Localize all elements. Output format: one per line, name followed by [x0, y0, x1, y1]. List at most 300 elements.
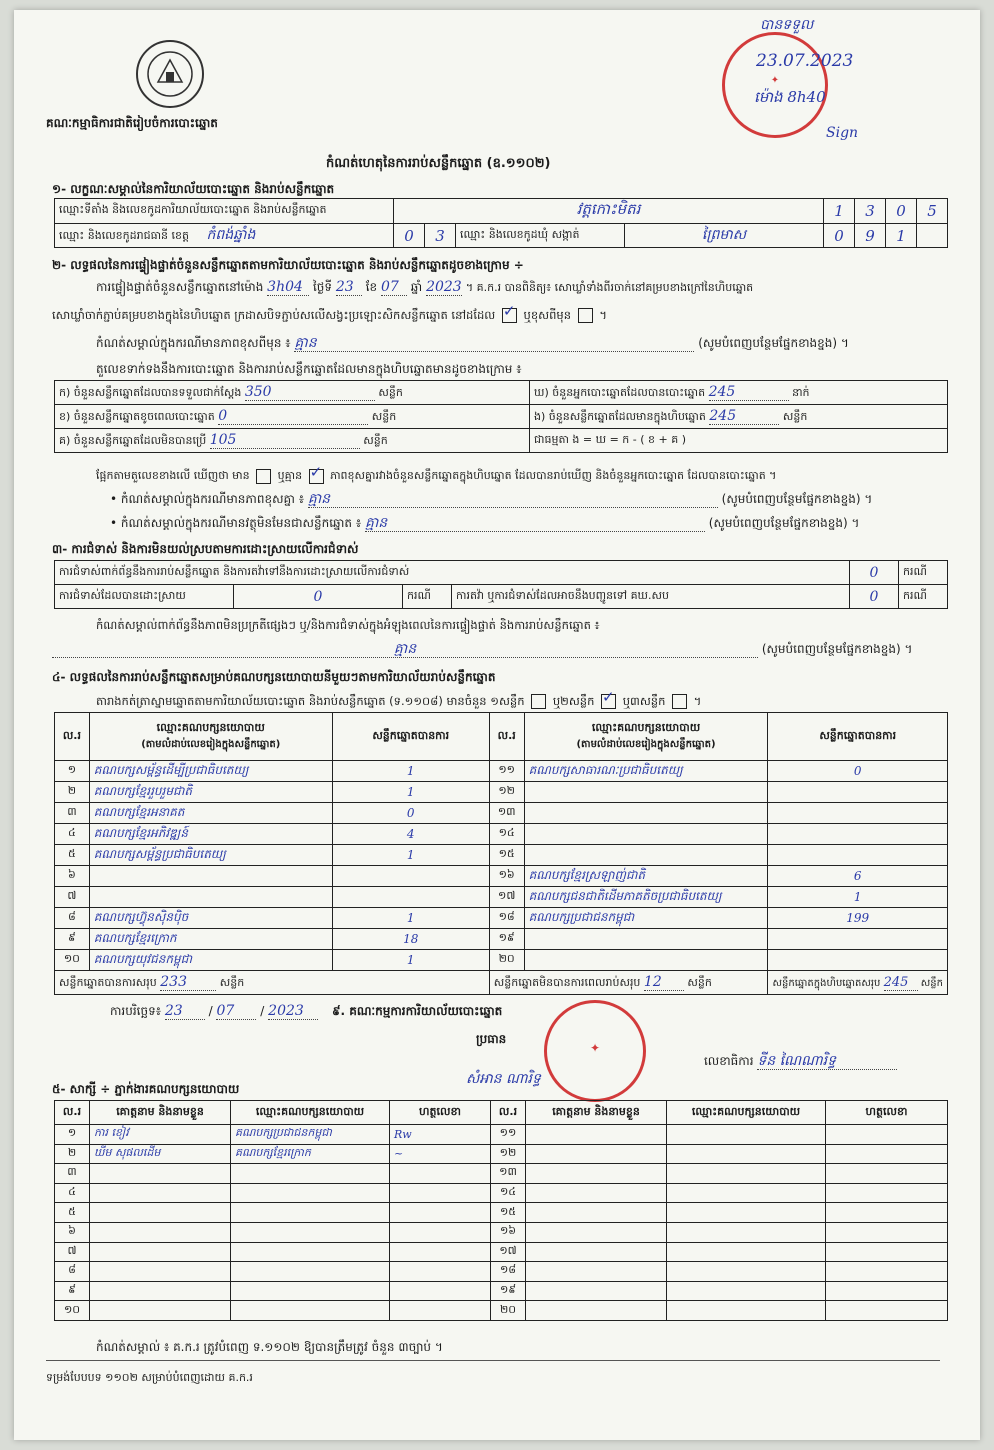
- results-col-party-left: [89, 713, 332, 761]
- witness-name: [526, 1242, 667, 1262]
- result-party: គណបក្សហ៊្វុនស៊ិនប៉ិច: [89, 908, 332, 929]
- witness-signature: [826, 1144, 948, 1164]
- witness-party: [231, 1183, 390, 1203]
- total-valid-unit: សន្លឹក: [219, 975, 245, 989]
- witness-name: [90, 1301, 231, 1321]
- row-k-label: ក) ចំនួនសន្លឹកឆ្នោតដែលបានទទួលជាក់ស្តែង: [59, 385, 242, 399]
- row-ng: [530, 405, 948, 429]
- verify-text-e: ។ គ.ក.រ បានពិនិត្យ៖ សោឃ្លាំទាំងពីរចាក់នៅគម្របខាងក្រៅនៃហិបឆ្នោត: [465, 281, 754, 294]
- result-no: ១៨: [489, 908, 524, 929]
- witness-party: [667, 1281, 826, 1301]
- office-code-1: 1: [824, 199, 855, 224]
- result-party: គណបក្សជនជាតិដើមភាគតិចប្រជាធិបតេយ្យ: [524, 887, 768, 908]
- row-g-label: គ) ចំនួនសន្លឹកឆ្នោតដែលមិនបានប្រើ: [59, 433, 207, 447]
- verify-text-b: ថ្ងៃទី: [313, 280, 333, 294]
- irregularity-note: [52, 642, 912, 658]
- total-invalid-value: 12: [644, 974, 684, 991]
- witness-name: [90, 1262, 231, 1282]
- verify-text-a: ការផ្ទៀងផ្ទាត់ចំនួនសន្លឹកឆ្នោតនៅម៉ោង: [96, 280, 264, 294]
- table-row: [55, 1301, 948, 1321]
- result-no: ២០: [489, 950, 524, 971]
- secretary-label: លេខាធិការ: [704, 1054, 754, 1068]
- table-row: [55, 929, 948, 950]
- row-g-unit: សន្លឹក: [363, 433, 388, 447]
- witness-no: ២០: [491, 1301, 526, 1321]
- total-valid-value: 233: [160, 974, 216, 991]
- objection-row-2-value: 0: [234, 585, 403, 609]
- verify-line-2-text: សោឃ្លាំចាក់ភ្ជាប់គម្របខាងក្នុងនៃហិបឆ្នោត ក្រដាសបិទភ្ជាប់សលើសង្វះប្រឡោះសិកសន្លឹកឆ្នោត នៅដដែល: [52, 308, 496, 322]
- table-row: [55, 1183, 948, 1203]
- witness-no: ២: [55, 1144, 90, 1164]
- objection-row-2b-value: 0: [850, 585, 899, 609]
- result-votes: [332, 866, 489, 887]
- bullet-note-1: [110, 492, 872, 508]
- total-box-value: 245: [884, 975, 918, 991]
- result-no: ១០: [55, 950, 90, 971]
- result-party: [89, 866, 332, 887]
- witness-no: ៨: [55, 1262, 90, 1282]
- bullet-note-1-label: • កំណត់សម្គាល់ក្នុងករណីមានភាពខុសគ្នា ៖: [110, 492, 305, 506]
- witness-no: ១៦: [491, 1222, 526, 1242]
- witness-no: ១៥: [491, 1203, 526, 1223]
- result-party: គណបក្សខ្មែររួបរួមជាតិ: [89, 782, 332, 803]
- witness-signature: [390, 1183, 491, 1203]
- discrepancy-text-c: ភាពខុសគ្នារវាងចំនួនសន្លឹកឆ្នោតក្នុងហិបឆ្នោត ដែលបានរាប់ឃើញ និងចំនួនអ្នកបោះឆ្នោត ដែលបានបោះឆ្នោត ។: [330, 469, 777, 482]
- witness-signature: Rw: [390, 1125, 491, 1145]
- attachment-1-checkbox[interactable]: [531, 694, 546, 709]
- bullet-note-2: [110, 516, 859, 532]
- bullet-note-2-value: គ្មាន: [365, 516, 705, 532]
- result-party: [524, 824, 768, 845]
- row-k-value: 350: [245, 384, 375, 401]
- row-kh-value: 0: [218, 408, 368, 425]
- chair-name: សំអាន ណារិទ្ធ: [466, 1071, 541, 1087]
- witness-no: ១៩: [491, 1281, 526, 1301]
- result-party: គណបក្សខ្មែរស្រឡាញ់ជាតិ: [524, 866, 768, 887]
- district-code-1: 0: [394, 224, 425, 248]
- result-party: គណបក្សសាធារណៈប្រជាធិបតេយ្យ: [524, 761, 768, 782]
- office-identity-table: [54, 198, 948, 248]
- commune-code-2: 9: [855, 224, 886, 248]
- form-footer: ទម្រង់បែបបទ ១១០២ សម្រាប់បំពេញដោយ គ.ក.រ: [46, 1371, 253, 1384]
- table-row: [55, 1125, 948, 1145]
- total-invalid-label: សន្លឹកឆ្នោតមិនបានការពេលរាប់សរុប: [493, 975, 641, 989]
- party-results-table: [54, 712, 948, 995]
- result-votes: 1: [332, 845, 489, 866]
- irregularity-note-hint: (សូមបំពេញបន្ថែមផ្នែកខាងខ្នង) ។: [761, 642, 913, 656]
- result-votes: 0: [332, 803, 489, 824]
- total-valid: [55, 971, 490, 995]
- commune-code-1: 0: [824, 224, 855, 248]
- witness-col-party-right: ឈ្មោះគណបក្សនយោបាយ: [667, 1101, 826, 1125]
- result-votes: 1: [332, 950, 489, 971]
- objection-table: [54, 560, 948, 609]
- witness-party: [667, 1144, 826, 1164]
- witness-no: ១: [55, 1125, 90, 1145]
- witness-signature: [826, 1125, 948, 1145]
- commune-name: ព្រៃមាស: [625, 224, 824, 248]
- made-month: 07: [216, 1004, 256, 1020]
- witness-party: [231, 1222, 390, 1242]
- discrepancy-text-a: ផ្អែកតាមតួលេខខាងលើ ឃើញថា មាន: [96, 469, 250, 482]
- result-no: ១៣: [489, 803, 524, 824]
- witness-party: [667, 1203, 826, 1223]
- summary-intro: តួលេខទាក់ទងនឹងការបោះឆ្នោត និងការរាប់សន្លឹកឆ្នោតដែលមានក្នុងហិបឆ្នោតមានដូចខាងក្រោម ៖: [96, 362, 522, 376]
- results-col-no-right: ល.រ: [489, 713, 524, 761]
- witness-party: [231, 1203, 390, 1223]
- made-on-line: ការបរិច្ឆេទ៖ 23 / 07 / 2023 ៩. គណៈកម្មការការិយាល័យបោះឆ្នោត: [110, 1003, 503, 1019]
- attachment-text-a: តារាងកត់ត្រាស្នាមឆ្នោតតាមការិយាល័យបោះឆ្នោត និងរាប់សន្លឹកឆ្នោត (ទ.១១០៨) មានចំនួន ១សន្លឹក: [96, 694, 525, 708]
- row-gh-unit: នាក់: [792, 385, 810, 399]
- witness-party: គណបក្សប្រជាជនកម្ពុជា: [231, 1125, 390, 1145]
- result-no: ៤: [55, 824, 90, 845]
- witness-party: [667, 1222, 826, 1242]
- district-code-2: 3: [425, 224, 456, 248]
- total-invalid: [489, 971, 768, 995]
- result-votes: 0: [768, 761, 948, 782]
- form-title: កំណត់ហេតុនៃការរាប់សន្លឹកឆ្នោត (ឧ.១១០២): [326, 156, 551, 171]
- table-row: [55, 1242, 948, 1262]
- emblem-icon: [138, 42, 202, 106]
- attachment-text-c: ឬ៣សន្លឹក: [622, 694, 666, 708]
- witness-signature: [390, 1164, 491, 1184]
- witness-name: [526, 1222, 667, 1242]
- result-no: ១៤: [489, 824, 524, 845]
- result-no: ១: [55, 761, 90, 782]
- row-kh-label: ខ) ចំនួនសន្លឹកឆ្នោតខូចពេលបោះឆ្នោត: [59, 409, 215, 423]
- objection-row-1-unit: ករណី: [899, 561, 948, 585]
- results-col-votes-left: សន្លឹកឆ្នោតបានការ: [332, 713, 489, 761]
- result-votes: [768, 845, 948, 866]
- witness-signature: [390, 1203, 491, 1223]
- discrepancy-no-checkbox[interactable]: [309, 469, 324, 484]
- result-party: គណបក្សយុវជនកម្ពុជា: [89, 950, 332, 971]
- total-box: [768, 971, 948, 995]
- table-row: [55, 824, 948, 845]
- result-party: [89, 887, 332, 908]
- row-gh-value: 245: [709, 384, 789, 401]
- witness-party: [667, 1125, 826, 1145]
- section3-title: ៣- ការជំទាស់ និងការមិនយល់ស្របតាមការដោះស្រាយលើការជំទាស់: [52, 542, 359, 556]
- bullet-note-1-value: គ្មាន: [308, 492, 718, 508]
- attachment-line: [96, 694, 701, 709]
- result-votes: [768, 803, 948, 824]
- witness-party: [667, 1301, 826, 1321]
- result-no: ៥: [55, 845, 90, 866]
- results-col-no-left: ល.រ: [55, 713, 90, 761]
- witness-party: គណបក្សខ្មែរក្រោក: [231, 1144, 390, 1164]
- witness-signature: [826, 1262, 948, 1282]
- verify-line-1: [96, 280, 753, 296]
- table-row: [55, 1262, 948, 1282]
- witness-name: [526, 1262, 667, 1282]
- result-party: [524, 782, 768, 803]
- result-no: ១៦: [489, 866, 524, 887]
- row-g-value: 105: [210, 432, 360, 449]
- witness-signature: [826, 1183, 948, 1203]
- result-votes: [332, 887, 489, 908]
- result-votes: 1: [768, 887, 948, 908]
- result-party: គណបក្សសម្ព័ន្ធប្រជាធិបតេយ្យ: [89, 845, 332, 866]
- witness-signature: [390, 1222, 491, 1242]
- form-sheet: [14, 10, 980, 1440]
- witness-name: ការ ខៀវ: [90, 1125, 231, 1145]
- bullet-note-2-label: • កំណត់សម្គាល់ក្នុងករណីមានវត្ថុមិនមែនជាសន្លឹកឆ្នោត ៖: [110, 516, 362, 530]
- section2-title: ២- លទ្ធផលនៃការផ្ទៀងផ្ទាត់ចំនួនសន្លឹកឆ្នោតតាមការិយាល័យបោះឆ្នោត និងរាប់សន្លឹកឆ្នោតដូចខាងក្រោម ÷: [52, 258, 524, 272]
- result-party: [524, 950, 768, 971]
- witness-signature: [390, 1301, 491, 1321]
- received-time: ម៉ោង 8h40: [754, 88, 826, 106]
- witness-signature: ~: [390, 1144, 491, 1164]
- table-row: [55, 1281, 948, 1301]
- received-date: 23.07.2023: [756, 51, 854, 71]
- verify-text-d: ឆ្នាំ: [410, 280, 423, 294]
- result-no: ១៧: [489, 887, 524, 908]
- committee-stamp: [544, 1000, 646, 1102]
- witness-signature: [390, 1281, 491, 1301]
- result-no: ២: [55, 782, 90, 803]
- footer-divider: [46, 1360, 940, 1361]
- results-col-party-left-sub: (តាមលំដាប់លេខរៀងក្នុងសន្លឹកឆ្នោត): [141, 739, 281, 750]
- objection-row-2b-label: ការតវ៉ា ឬការជំទាស់ដែលអាចនឹងបញ្ជូនទៅ គឃ.សប: [452, 585, 850, 609]
- witness-party: [231, 1164, 390, 1184]
- witness-no: ១១: [491, 1125, 526, 1145]
- office-name: វត្តកោះមិតរ: [394, 199, 824, 224]
- table-row: [55, 1222, 948, 1242]
- witness-signature: [826, 1164, 948, 1184]
- result-party: [524, 929, 768, 950]
- verify-line-2-end: ។: [599, 308, 607, 322]
- result-party: គណបក្សខ្មែរក្រោក: [89, 929, 332, 950]
- witness-party: [231, 1281, 390, 1301]
- formula: ជាធម្មតា ង = ឃ = ក - ( ខ + គ ): [530, 429, 948, 453]
- witness-party: [667, 1164, 826, 1184]
- office-code-3: 0: [886, 199, 917, 224]
- witness-no: ១២: [491, 1144, 526, 1164]
- attachment-2-checkbox[interactable]: [601, 694, 616, 709]
- verify-line-2: [52, 308, 607, 323]
- objection-row-2-unit: ករណី: [403, 585, 452, 609]
- witness-name: [526, 1281, 667, 1301]
- office-code-2: 3: [855, 199, 886, 224]
- table-row: [55, 866, 948, 887]
- attachment-text-d: ។: [693, 694, 702, 708]
- result-party: [524, 803, 768, 824]
- result-votes: [768, 929, 948, 950]
- result-no: ៩: [55, 929, 90, 950]
- witness-signature: [826, 1242, 948, 1262]
- table-row: [55, 782, 948, 803]
- witness-name: [526, 1183, 667, 1203]
- discrepancy-yes-checkbox[interactable]: [256, 469, 271, 484]
- witness-no: ៣: [55, 1164, 90, 1184]
- received-stamp: [722, 32, 828, 138]
- verify-time: 3h04: [267, 280, 309, 296]
- section4-title: ៤- លទ្ធផលនៃការរាប់សន្លឹកឆ្នោតសម្រាប់គណបក្សនយោបាយនីមួយៗតាមការិយាល័យរាប់សន្លឹកឆ្នោត: [52, 670, 496, 684]
- attachment-text-b: ឬ២សន្លឹក: [552, 694, 595, 708]
- section5-title: ៥- សាក្សី ÷ ភ្នាក់ងារគណបក្សនយោបាយ: [52, 1082, 240, 1096]
- footnote: កំណត់សម្គាល់ ៖ គ.ក.រ ត្រូវបំពេញ ទ.១១០២ ឱ្យបានត្រឹមត្រូវ ចំនួន ៣ច្បាប់ ។: [96, 1340, 443, 1354]
- stamp-seal-icon: ✦: [770, 75, 780, 86]
- row-ng-value: 245: [709, 408, 779, 425]
- made-year: 2023: [268, 1004, 318, 1020]
- result-no: ៨: [55, 908, 90, 929]
- secretary: [704, 1054, 897, 1070]
- witness-col-name-left: គោត្តនាម និងនាមខ្លួន: [90, 1101, 231, 1125]
- witness-name: [90, 1164, 231, 1184]
- result-votes: 1: [332, 908, 489, 929]
- result-party: [524, 845, 768, 866]
- irregularity-note-value: គ្មាន: [52, 642, 758, 658]
- secretary-name: ទីន ណៃណារិទ្ធ: [757, 1054, 897, 1070]
- row-gh: [530, 381, 948, 405]
- results-col-party-right: [524, 713, 768, 761]
- result-no: ១៩: [489, 929, 524, 950]
- verify-day: 23: [336, 280, 362, 296]
- witness-name: [526, 1144, 667, 1164]
- witness-no: ៤: [55, 1183, 90, 1203]
- district-label-text: ឈ្មោះ និងលេខកូដរាជធានី ខេត្ត: [59, 229, 189, 242]
- result-votes: [768, 824, 948, 845]
- table-row: [55, 803, 948, 824]
- witness-party: [667, 1183, 826, 1203]
- received-signature: Sign: [826, 125, 859, 141]
- witness-name: ឃីម សុផលដើម: [90, 1144, 231, 1164]
- witness-no: ៥: [55, 1203, 90, 1223]
- result-no: ៣: [55, 803, 90, 824]
- objection-row-1-value: 0: [850, 561, 899, 585]
- total-invalid-unit: សន្លឹក: [687, 975, 712, 989]
- attachment-3-checkbox[interactable]: [672, 694, 687, 709]
- witness-name: [526, 1301, 667, 1321]
- table-row: [55, 887, 948, 908]
- witness-col-no-left: ល.រ: [55, 1101, 90, 1125]
- result-party: គណបក្សប្រជាជនកម្ពុជា: [524, 908, 768, 929]
- witness-name: [90, 1222, 231, 1242]
- witness-name: [526, 1203, 667, 1223]
- bullet-note-2-hint: (សូមបំពេញបន្ថែមផ្នែកខាងខ្នង) ។: [708, 516, 860, 530]
- table-row: [55, 908, 948, 929]
- result-no: ១២: [489, 782, 524, 803]
- ballot-count-table: [54, 380, 948, 453]
- verify-text-c: ខែ: [365, 280, 378, 294]
- witness-party: [231, 1301, 390, 1321]
- committee-label: ៩. គណៈកម្មការការិយាល័យបោះឆ្នោត: [331, 1004, 503, 1018]
- results-col-party-right-title: ឈ្មោះគណបក្សនយោបាយ: [591, 721, 701, 734]
- row-ng-unit: សន្លឹក: [782, 409, 808, 423]
- result-no: ៦: [55, 866, 90, 887]
- verify-month: 07: [381, 280, 407, 296]
- total-box-label: សន្លឹកឆ្នោតក្នុងហិបឆ្នោតសរុប: [772, 977, 881, 989]
- witness-party: [231, 1242, 390, 1262]
- witness-no: ១៣: [491, 1164, 526, 1184]
- district-name: កំពង់ឆ្នាំង: [206, 227, 256, 243]
- chair-label: ប្រធាន: [476, 1032, 507, 1046]
- objection-row-2b-unit: ករណី: [899, 585, 948, 609]
- witness-table: [54, 1100, 948, 1321]
- discrepancy-text-b: ឬគ្មាន: [277, 469, 303, 482]
- committee-seal-icon: ✦: [589, 1041, 601, 1055]
- section1-title: ១- លក្ខណៈសម្គាល់នៃការិយាល័យបោះឆ្នោត និងរាប់សន្លឹកឆ្នោត: [52, 182, 335, 196]
- row-k-unit: សន្លឹក: [378, 385, 403, 399]
- witness-col-sign-left: ហត្ថលេខា: [390, 1101, 491, 1125]
- table-row: [55, 761, 948, 782]
- change-note-hint: (សូមបំពេញបន្ថែមផ្នែកខាងខ្នង) ។: [698, 336, 849, 350]
- office-code-4: 5: [917, 199, 948, 224]
- total-valid-label: សន្លឹកឆ្នោតបានការសរុប: [59, 975, 157, 989]
- row-gh-label: ឃ) ចំនួនអ្នកបោះឆ្នោតដែលបានបោះឆ្នោត: [534, 385, 706, 399]
- change-note-value: គ្មាន: [294, 336, 694, 352]
- witness-name: [90, 1281, 231, 1301]
- result-votes: 4: [332, 824, 489, 845]
- made-on-label: ការបរិច្ឆេទ៖: [110, 1004, 161, 1018]
- witness-name: [90, 1183, 231, 1203]
- result-party: គណបក្សខ្មែរអភិវឌ្ឍន៍: [89, 824, 332, 845]
- row-ng-label: ង) ចំនួនសន្លឹកឆ្នោតដែលមានក្នុងហិបឆ្នោត: [534, 409, 706, 423]
- witness-col-party-left: ឈ្មោះគណបក្សនយោបាយ: [231, 1101, 390, 1125]
- result-votes: [768, 782, 948, 803]
- commune-label: ឈ្មោះ និងលេខកូដឃុំ សង្កាត់: [456, 224, 625, 248]
- witness-name: [526, 1164, 667, 1184]
- witness-party: [667, 1242, 826, 1262]
- row-g: [55, 429, 530, 453]
- witness-name: [526, 1125, 667, 1145]
- objection-row-2-label: ការជំទាស់ដែលបានដោះស្រាយ: [55, 585, 234, 609]
- table-row: [55, 845, 948, 866]
- result-votes: 199: [768, 908, 948, 929]
- witness-no: ១៨: [491, 1262, 526, 1282]
- witness-party: [667, 1262, 826, 1282]
- result-votes: [768, 950, 948, 971]
- changed-label: ឬខុសពីមុន: [523, 308, 571, 322]
- row-kh-unit: សន្លឹក: [371, 409, 397, 423]
- table-row: [55, 1144, 948, 1164]
- witness-name: [90, 1242, 231, 1262]
- result-party: គណបក្សខ្មែរអនាគត: [89, 803, 332, 824]
- total-box-unit: សន្លឹក: [920, 977, 943, 989]
- witness-signature: [826, 1203, 948, 1223]
- witness-no: ៦: [55, 1222, 90, 1242]
- witness-no: ៩: [55, 1281, 90, 1301]
- results-col-party-right-sub: (តាមលំដាប់លេខរៀងក្នុងសន្លឹកឆ្នោត): [576, 739, 716, 750]
- objection-row-1-label: ការជំទាស់ពាក់ព័ន្ធនឹងការរាប់សន្លឹកឆ្នោត និងការតវ៉ាទៅនឹងការដោះស្រាយលើការជំទាស់: [55, 561, 850, 585]
- unchanged-checkbox[interactable]: [502, 308, 517, 323]
- commune-code-3: 1: [886, 224, 917, 248]
- table-row: [55, 950, 948, 971]
- witness-party: [231, 1262, 390, 1282]
- result-no: ១៥: [489, 845, 524, 866]
- commune-code-pad: [917, 224, 948, 248]
- witness-signature: [826, 1301, 948, 1321]
- witness-signature: [390, 1242, 491, 1262]
- commission-name: គណៈកម្មាធិការជាតិរៀបចំការបោះឆ្នោត: [46, 116, 218, 130]
- witness-col-no-right: ល.រ: [491, 1101, 526, 1125]
- nec-emblem: [136, 40, 204, 108]
- witness-name: [90, 1203, 231, 1223]
- changed-checkbox[interactable]: [578, 308, 593, 323]
- office-label: ឈ្មោះទីតាំង និងលេខកូដការិយាល័យបោះឆ្នោត និងរាប់សន្លឹកឆ្នោត: [55, 199, 394, 224]
- result-votes: 1: [332, 782, 489, 803]
- witness-col-name-right: គោត្តនាម និងនាមខ្លួន: [526, 1101, 667, 1125]
- verify-year: 2023: [426, 279, 462, 295]
- made-day: 23: [165, 1004, 205, 1020]
- district-label: [55, 224, 394, 248]
- result-no: ៧: [55, 887, 90, 908]
- change-note: [96, 336, 849, 352]
- table-row: [55, 1203, 948, 1223]
- witness-signature: [826, 1222, 948, 1242]
- change-note-label: កំណត់សម្គាល់ក្នុងករណីមានភាពខុសពីមុន ៖: [96, 336, 291, 350]
